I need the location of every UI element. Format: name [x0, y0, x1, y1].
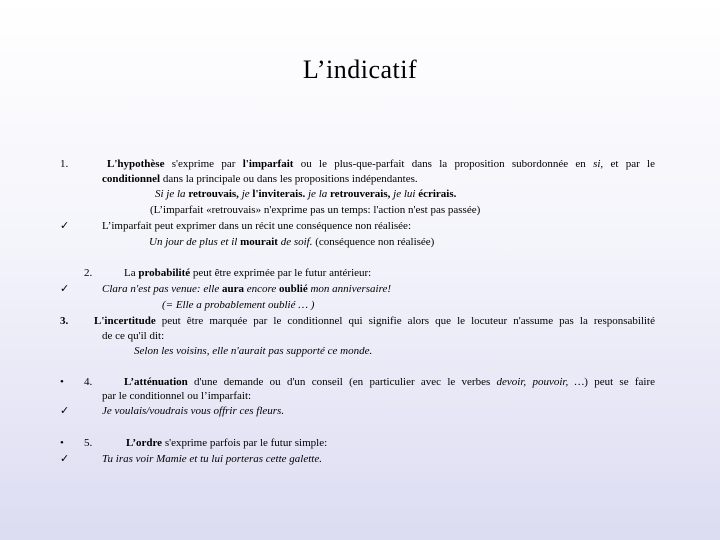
s2-note: (= Elle a probablement oublié … ) [162, 299, 315, 311]
number-2: 2. [84, 267, 93, 279]
s1-line5: L’imparfait peut exprimer dans un récit une conséquence non réalisée: [102, 220, 411, 232]
term-attenuation: L’atténuation [124, 376, 188, 388]
check-icon: ✓ [60, 405, 70, 417]
number-5: 5. [84, 437, 93, 449]
s4-line1: L’atténuation d'une demande ou d'un conseil (en particulier avec le verbes devoir, pouvoir, …) peut se faire [124, 376, 655, 388]
term-conditionnel: conditionnel [102, 173, 161, 185]
s3-line2: de ce qu'il dit: [102, 330, 165, 342]
bullet-icon: • [60, 437, 64, 449]
term-hypothese: L'hypothèse [107, 158, 165, 170]
number-3: 3. [60, 315, 69, 327]
s3-line1: L'incertitude peut être marquée par le conditionnel qui signifie alors que le locuteur n'assume pas la responsabilité [94, 315, 655, 327]
s1-example2: Un jour de plus et il mourait de soif. (conséquence non réalisée) [149, 236, 435, 248]
term-incertitude: L'incertitude [94, 315, 156, 327]
s1-note: (L’imparfait «retrouvais» n'exprime pas un temps: l'action n'est pas passée) [150, 204, 481, 216]
check-icon: ✓ [60, 220, 70, 232]
s3-example: Selon les voisins, elle n'aurait pas supporté ce monde. [134, 345, 373, 357]
number-4: 4. [84, 376, 93, 388]
s2-line1: La probabilité peut être exprimée par le futur antérieur: [124, 267, 372, 279]
check-icon: ✓ [60, 453, 70, 465]
number-1: 1. [60, 158, 69, 170]
bullet-icon: • [60, 376, 64, 388]
term-imparfait: l'imparfait [242, 158, 294, 170]
s2-example: Clara n'est pas venue: elle aura encore oublié mon anniversaire! [102, 283, 392, 295]
s4-example: Je voulais/voudrais vous offrir ces fleurs. [102, 405, 285, 417]
s1-example1: Si je la retrouvais, je l'inviterais. je la retrouverais, je lui écrirais. [155, 188, 457, 200]
s1-line2: conditionnel dans la principale ou dans les propositions indépendantes. [102, 173, 418, 185]
s1-line1: L'hypothèse s'exprime par l'imparfait ou le plus-que-parfait dans la proposition subordonnée en si, et par le [107, 158, 655, 170]
s5-example: Tu iras voir Mamie et tu lui porteras cette galette. [102, 453, 322, 465]
s4-line2: par le conditionnel ou l’imparfait: [102, 390, 252, 402]
s5-line1: L’ordre s'exprime parfois par le futur simple: [126, 437, 328, 449]
term-ordre: L’ordre [126, 437, 163, 449]
slide-title: L’indicatif [302, 55, 418, 84]
check-icon: ✓ [60, 283, 70, 295]
term-probabilite: probabilité [138, 267, 191, 279]
